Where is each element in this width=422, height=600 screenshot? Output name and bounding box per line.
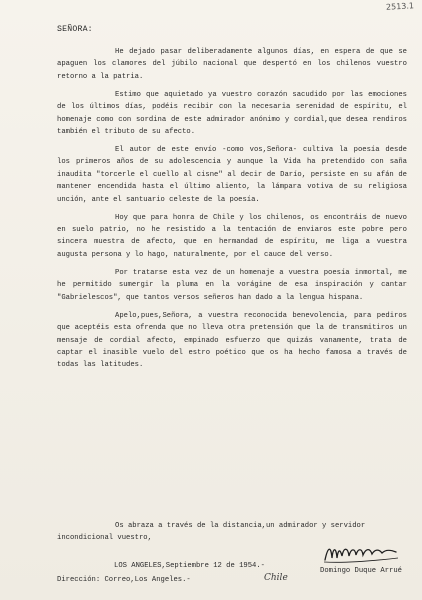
folio-number: 2513.1 xyxy=(385,1,415,12)
paragraph-1: He dejado pasar deliberadamente algunos días, en espera de que se apaguen los clamores del júbilo nacional que despertó en los chilenos vuestro retorno a la patria. xyxy=(57,48,407,81)
dateline: LOS ANGELES,Septiembre 12 de 1954.- xyxy=(114,562,265,570)
paragraph-5: Por tratarse esta vez de un homenaje a vuestra poesía inmortal, me he permitido sumergir la pluma en la vorágine de esa inspiración y cantar "Gabrielescos", que tantos versos señeros han dado a la lengua hispana. xyxy=(57,268,407,302)
paragraph-6: Apelo,pues,Señora, a vuestra reconocida benevolencia, para pediros que aceptéis esta ofrenda que no lleva otra pretensión que la de transmitiros un mensaje de cordial afecto, empinado esfuerzo que quizás vanamente, trata de captar el inasible vuelo del estro poético que os ha hecho famosa a través de todas las latitudes. xyxy=(57,311,407,370)
paragraph-2: Estimo que aquietado ya vuestro corazón sacudido por las emociones de los últimos días, podéis recibir con la necesaria serenidad de espíritu, el homenaje como con sordina de este admirador anónimo y cordial,que desea rendiros también el tributo de su afecto. xyxy=(57,90,407,137)
paragraph-3: El autor de este envío -como vos,Señora- cultiva la poesía desde los primeros años de su adolescencia y aunque la Vida ha pretendido con saña inaudita "torcerle el cuello al cisne" al decir de Darío, persiste en su afán de mantener encendida hasta el último aliento, la lámpara votiva de su religiosa unción, ante el santuario celeste de la poesía. xyxy=(57,146,407,204)
closing-text: Os abraza a través de la distancia,un admirador y servidor incondicional vuestro, xyxy=(57,522,366,543)
salutation: SEÑORA: xyxy=(57,25,93,34)
address-line: Dirección: Correo,Los Angeles.- xyxy=(57,576,191,584)
address-handwritten-note: Chile xyxy=(264,573,288,583)
letter-body xyxy=(57,46,407,377)
paragraph-4: Hoy que para honra de Chile y los chilenos, os encontráis de nuevo en suelo patrio, no he resistido a la tentación de enviaros este pobre pero sincera muestra de afecto, que en hermandad de espíritu, me liga a vuestra augusta persona y lo hago, naturalmente, por el cauce del verso. xyxy=(57,213,407,259)
signer-name: Domingo Duque Arrué xyxy=(320,567,402,575)
signature-image xyxy=(322,542,402,566)
